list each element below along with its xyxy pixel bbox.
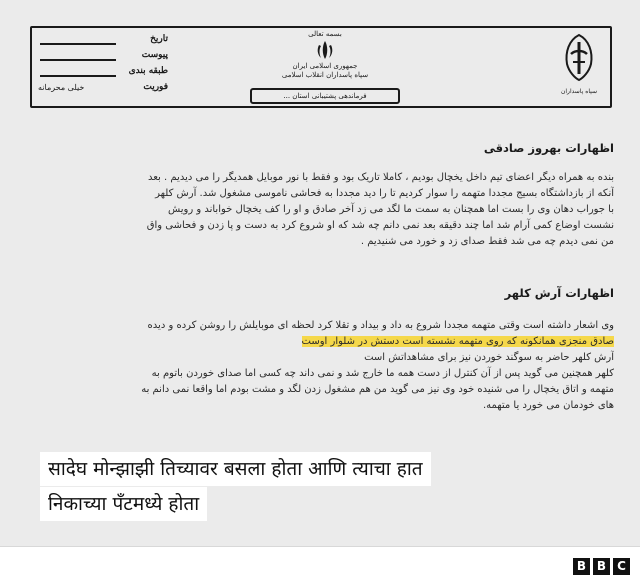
- bbc-logo-letter: C: [613, 558, 630, 575]
- caption-line-2: निकाच्या पँटमध्ये होता: [40, 487, 207, 521]
- classification-field: [38, 66, 168, 80]
- classification-label: طبقه بندی: [128, 66, 168, 76]
- bbc-logo-letter: B: [573, 558, 590, 575]
- bbc-logo-letter: B: [593, 558, 610, 575]
- field-line: [40, 43, 116, 45]
- urgency-field: [38, 82, 168, 96]
- classification-value: خیلی محرمانه: [38, 83, 85, 92]
- body-line: آرش کلهر حاضر به سوگند خوردن نیز برای مشاهداتش است: [364, 352, 614, 363]
- field-line: [40, 59, 116, 61]
- date-field: [38, 34, 168, 48]
- body-line: های خودمان می خورد یا متهمه.: [482, 400, 614, 411]
- right-caption: سپاه پاسداران: [560, 88, 598, 95]
- section-1-heading: اظهارات بهروز صادقی: [483, 141, 614, 155]
- body-line: وی اشعار داشته است وقتی متهمه مجددا شروع به داد و بیداد و تقلا کرد لحظه ای موبایلش را روشن کرده و دیده: [147, 320, 614, 331]
- bbc-logo: [573, 558, 630, 575]
- country-name: جمهوری اسلامی ایران: [292, 62, 358, 70]
- body-line: آنکه از بازداشتگاه بسیج مجددا متهمه را سوار کردیم تا را دید مجددا به فحاشی ناموسی مشغول شد. آرش کلهر: [155, 188, 614, 199]
- body-line-highlighted: [24, 334, 614, 350]
- body-line: کلهر همچنین می گوید پس از آن کنترل از دست همه ما خارج شد و نمی داند چه کسی اما صدای خوردن باتوم به: [151, 368, 614, 379]
- letterhead: [30, 26, 612, 108]
- section-2-body: [24, 318, 614, 414]
- letterhead-fields: [38, 34, 168, 104]
- section-2: [24, 286, 614, 300]
- organization-line: سپاه پاسداران انقلاب اسلامی: [281, 71, 369, 79]
- body-line: من نمی دیدم چه می شد فقط صدای زد و خورد می شنیدیم .: [360, 236, 614, 247]
- letterhead-motto: فرماندهی پشتیبانی استان ...: [250, 88, 400, 104]
- caption-line-1: सादेघ मोन्झाझी तिच्यावर बसला होता आणि त्याचा हात: [40, 452, 431, 486]
- body-line: نشست اوضاع کمی آرام شد اما چند دقیقه بعد نمی دانم چه شد که او شروع کرد به دست و پا زدن و فحاشی واق: [146, 220, 614, 231]
- body-line: بنده به همراه دیگر اعضای تیم داخل یخچال بودیم ، کاملا تاریک بود و فقط با نور موبایل همدیگر را می دیدیم . بعد: [147, 172, 614, 183]
- attachment-field: [38, 50, 168, 64]
- section-2-heading: اظهارات آرش کلهر: [504, 286, 614, 300]
- iran-emblem-icon: [314, 39, 336, 61]
- field-line: [40, 75, 116, 77]
- body-line: متهمه و اتاق یخچال را می شنیده خود وی نیز می گوید من هم مشغول زدن لگد و مشت بودم اما واقعا نمی دانم به: [141, 384, 614, 395]
- highlighted-text: صادق منجزی همانکونه که روی متهمه نشسته است دستش در شلوار اوست: [301, 336, 614, 347]
- attachment-label: پیوست: [141, 50, 168, 60]
- footer-divider: [0, 546, 640, 547]
- body-line: با جوراب دهان وی را بست اما همچنان به سمت ما لگد می زد آخر صادق و او را کف یخچال خواباند و رویش: [167, 204, 614, 215]
- date-label: تاریخ: [150, 34, 168, 44]
- section-1-body: [24, 170, 614, 250]
- irgc-emblem-icon: [559, 32, 599, 82]
- urgency-label: فوریت: [143, 82, 168, 92]
- section-1: [24, 141, 614, 155]
- basmala-text: بسمه تعالی: [308, 30, 342, 38]
- letterhead-right: [554, 32, 604, 106]
